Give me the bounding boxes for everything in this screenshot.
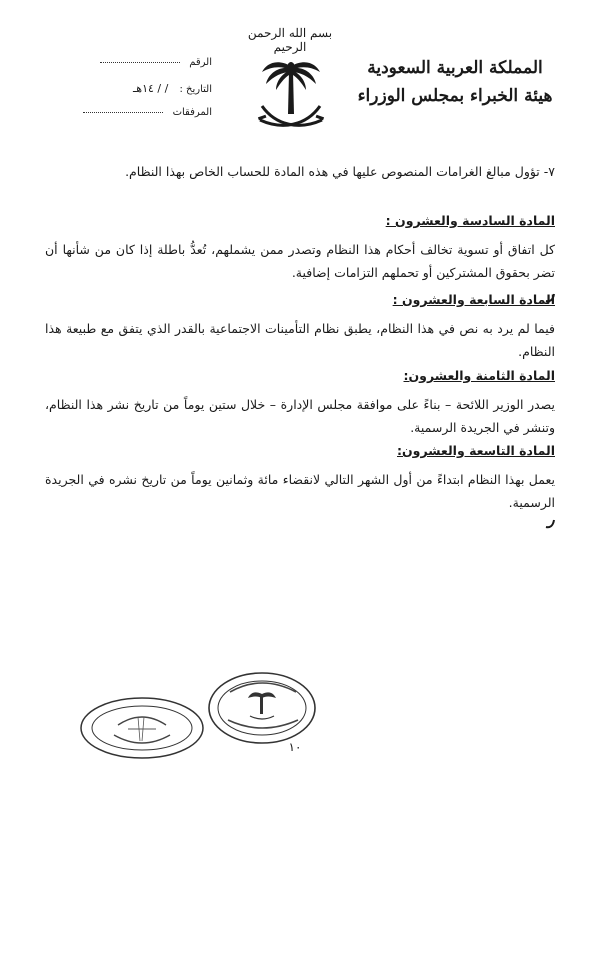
date-mask: / / ١٤هـ [133,82,169,95]
date-label: التاريخ : [179,84,212,95]
round-seal-stamp-icon [206,670,318,746]
article-28-heading: المادة الثامنة والعشرون: [403,368,555,383]
date-field [52,82,212,95]
article-29-heading: المادة التاسعة والعشرون: [397,443,555,458]
article-26-text: كل اتفاق أو تسوية تخالف أحكام هذا النظام وتصدر ممن يشملهم، تُعدُّ باطلة إذا كان من شأنها أن تضر بحقوق المشتركين أو تحملهم التزامات إضافية. [45,242,555,280]
org-name-line1: المملكة العربية السعودية [367,58,543,78]
reference-line [100,62,180,63]
page-number: ١٠ [288,740,302,754]
attachments-field [52,107,212,118]
reference-label: الرقم [189,57,212,68]
attachments-line [83,112,163,113]
oval-seal-stamp-icon [78,695,206,761]
palm-and-swords-emblem-icon [256,54,326,138]
basmala: بسم الله الرحمن الرحيم [247,26,333,54]
article-27-heading: المادة السابعة والعشرون : [392,292,555,307]
article-27-text: فيما لم يرد به نص في هذا النظام، يطبق نظام التأمينات الاجتماعية بالقدر الذي يتفق مع طبيعة هذا النظام. [45,321,555,359]
reference-number-field [52,57,212,68]
article-29-text: يعمل بهذا النظام ابتداءً من أول الشهر التالي لانقضاء مائة وثمانين يوماً من تاريخ نشره في الجريدة الرسمية. [45,472,555,510]
article-28-text: يصدر الوزير اللائحة – بناءً على موافقة مجلس الإدارة – خلال ستين يوماً من تاريخ نشر هذا النظام، وتنشر في الجريدة الرسمية. [45,397,555,435]
margin-mark-icon [544,518,556,530]
org-name-line2: هيئة الخبراء بمجلس الوزراء [357,86,553,106]
clause-7-text: ٧- تؤول مبالغ الغرامات المنصوص عليها في هذه المادة للحساب الخاص بهذا النظام. [125,164,555,179]
article-26-heading: المادة السادسة والعشرون : [385,213,555,228]
attachments-label: المرفقات [172,107,212,118]
